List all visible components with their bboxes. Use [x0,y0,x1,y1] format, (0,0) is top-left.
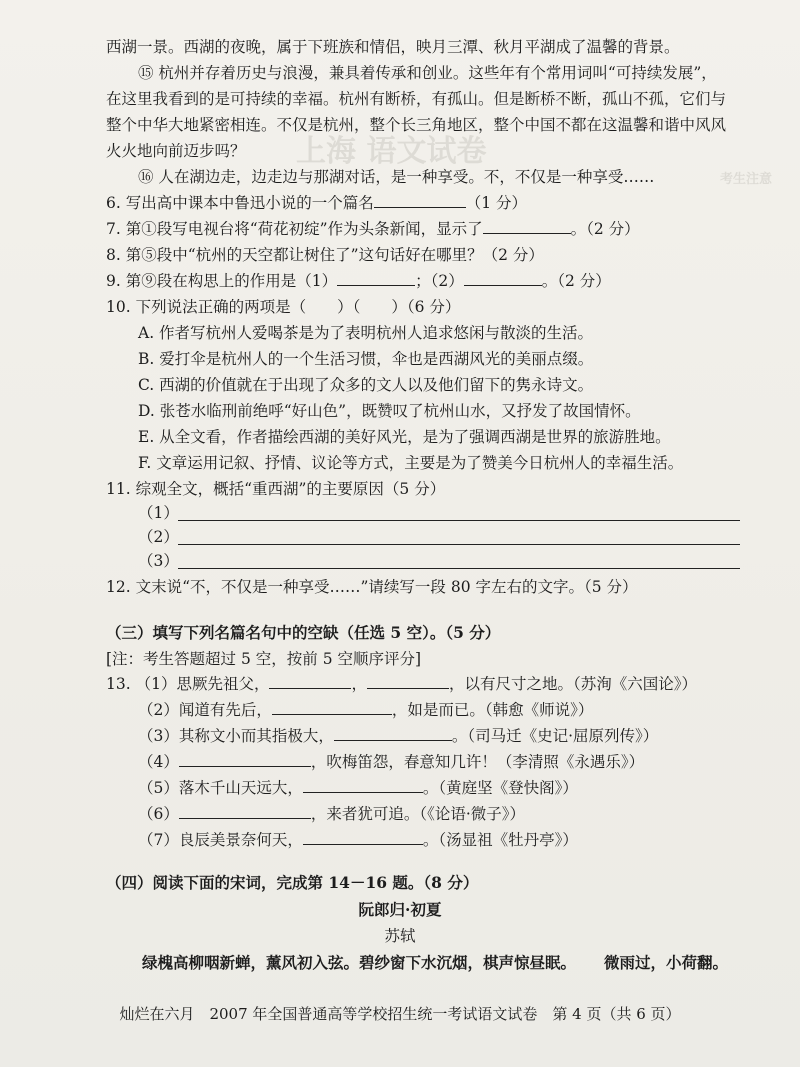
question-10-option-a: A. 作者写杭州人爱喝茶是为了表明杭州人追求悠闲与散淡的生活。 [138,324,594,342]
section-4-title: （四）阅读下面的宋词，完成第 14－16 题。（8 分） [106,873,479,892]
q13-4-text-c: ，吹梅笛怨，春意知几许！（李清照《永遇乐》） [310,753,645,771]
question-9 [106,270,611,292]
passage-line-1: 西湖一景。西湖的夜晚，属于下班族和情侣，映月三潭、秋月平湖成了温馨的背景。 [106,38,680,56]
question-12: 12. 文末说“不，不仅是一种享受……”请续写一段 80 字左右的文字。（5 分） [106,578,638,596]
poem-title: 阮郎归·初夏 [358,900,442,919]
q13-4-text-a: （4） [138,753,179,771]
showthrough-hint: 考生注意 [720,172,773,187]
answer-line-11-1[interactable] [178,519,740,521]
answer-blank-13-7[interactable] [303,829,423,845]
passage-line-2: ⑮ 杭州并存着历史与浪漫，兼具着传承和创业。这些年有个常用词叫“可持续发展”， [138,64,717,82]
question-11-stem: 11. 综观全文，概括“重西湖”的主要原因（5 分） [106,480,446,498]
passage-line-3: 在这里我看到的是可持续的幸福。杭州有断桥，有孤山。但是断桥不断，孤山不孤，它们与 [106,90,727,108]
q13-2-text-c: ，如是而已。（韩愈《师说》） [391,701,594,719]
question-11-item-3: （3） [138,552,179,570]
question-13-row-3 [138,725,658,747]
question-6-score: （1 分） [465,194,528,212]
question-6-prefix: 6. 写出高中课本中鲁迅小说的一个篇名 [106,194,374,212]
q13-7-text-a: （7）良辰美景奈何天， [138,831,303,849]
question-13-row-4 [138,751,644,773]
section-3-note: [注：考生答题超过 5 空，按前 5 空顺序评分] [106,650,422,668]
answer-blank-13-1a[interactable] [269,673,351,689]
question-8: 8. 第⑤段中“杭州的天空都让树住了”这句话好在哪里？（2 分） [106,246,544,264]
answer-blank-13-5[interactable] [303,777,423,793]
answer-blank-13-1b[interactable] [367,673,449,689]
question-10-option-b: B. 爱打伞是杭州人的一个生活习惯，伞也是西湖风光的美丽点缀。 [138,350,594,368]
answer-blank-13-6[interactable] [179,803,311,819]
q13-1-text-c: ，以有尺寸之地。（苏洵《六国论》） [448,675,697,693]
question-10-option-f: F. 文章运用记叙、抒情、议论等方式，主要是为了赞美今日杭州人的幸福生活。 [138,454,684,472]
question-9-score: 。（2 分） [541,272,611,290]
answer-line-11-2[interactable] [178,543,740,545]
section-3-title: （三）填写下列名篇名句中的空缺（任选 5 空）。（5 分） [106,623,501,642]
poem-line-1 [142,952,728,974]
question-6 [106,192,527,214]
q13-6-text-c: ，来者犹可追。（《论语·微子》） [310,805,526,823]
q13-3-text-c: 。（司马迁《史记·屈原列传》） [451,727,659,745]
question-11-item-2: （2） [138,528,179,546]
question-13-row-1 [106,673,697,695]
answer-blank-13-2[interactable] [272,699,392,715]
passage-line-4: 整个中华大地紧密相连。不仅是杭州，整个长三角地区，整个中国不都在这温馨和谐中风风 [106,116,727,134]
question-13-row-2 [138,699,593,721]
question-13-row-6 [138,803,525,825]
q13-5-text-c: 。（黄庭坚《登快阁》） [422,779,578,797]
question-9-mid: ；（2） [415,272,464,290]
question-10-option-d: D. 张苍水临刑前绝呼“好山色”，既赞叹了杭州山水，又抒发了故国情怀。 [138,402,641,420]
question-11-item-1: （1） [138,504,179,522]
question-10-option-c: C. 西湖的价值就在于出现了众多的文人以及他们留下的隽永诗文。 [138,376,594,394]
showthrough-title: 上海 语文试卷 [296,134,487,169]
question-13-row-5 [138,777,578,799]
q13-6-text-a: （6） [138,805,179,823]
passage-line-5: 火火地向前迈步吗？ [106,142,246,160]
question-7-score: 。（2 分） [570,220,640,238]
answer-blank-9-2[interactable] [464,270,542,286]
answer-blank-13-3[interactable] [334,725,452,741]
q13-1-text-a: 13. （1）思厥先祖父， [106,675,270,693]
poem-line-1a: 绿槐高柳咽新蝉，薰风初入弦。碧纱窗下水沉烟，棋声惊昼眠。 [142,953,577,972]
question-10-stem: 10. 下列说法正确的两项是（ ）（ ）（6 分） [106,298,461,316]
answer-line-11-3[interactable] [178,567,740,569]
q13-2-text-a: （2）闻道有先后， [138,701,272,719]
answer-blank-7[interactable] [483,218,571,234]
answer-blank-9-1[interactable] [337,270,415,286]
answer-blank-6[interactable] [374,192,466,208]
page-footer: 灿烂在六月 2007 年全国普通高等学校招生统一考试语文试卷 第 4 页（共 6 页） [119,1005,681,1023]
answer-blank-13-4[interactable] [179,751,311,767]
q13-3-text-a: （3）其称文小而其指极大， [138,727,334,745]
poem-line-1b: 微雨过，小荷翻。 [604,953,729,972]
q13-7-text-c: 。（汤显祖《牡丹亭》） [422,831,578,849]
question-13-row-7 [138,829,578,851]
q13-5-text-a: （5）落木千山天远大， [138,779,303,797]
question-10-option-e: E. 从全文看，作者描绘西湖的美好风光，是为了强调西湖是世界的旅游胜地。 [138,428,671,446]
passage-line-6: ⑯ 人在湖边走，边走边与那湖对话，是一种享受。不，不仅是一种享受…… [138,168,655,186]
question-7 [106,218,640,240]
q13-1-text-b: ， [351,675,367,693]
poem-author: 苏轼 [384,927,416,945]
question-9-prefix: 9. 第⑨段在构思上的作用是（1） [106,272,338,290]
question-7-prefix: 7. 第①段写电视台将“荷花初绽”作为头条新闻，显示了 [106,220,483,238]
